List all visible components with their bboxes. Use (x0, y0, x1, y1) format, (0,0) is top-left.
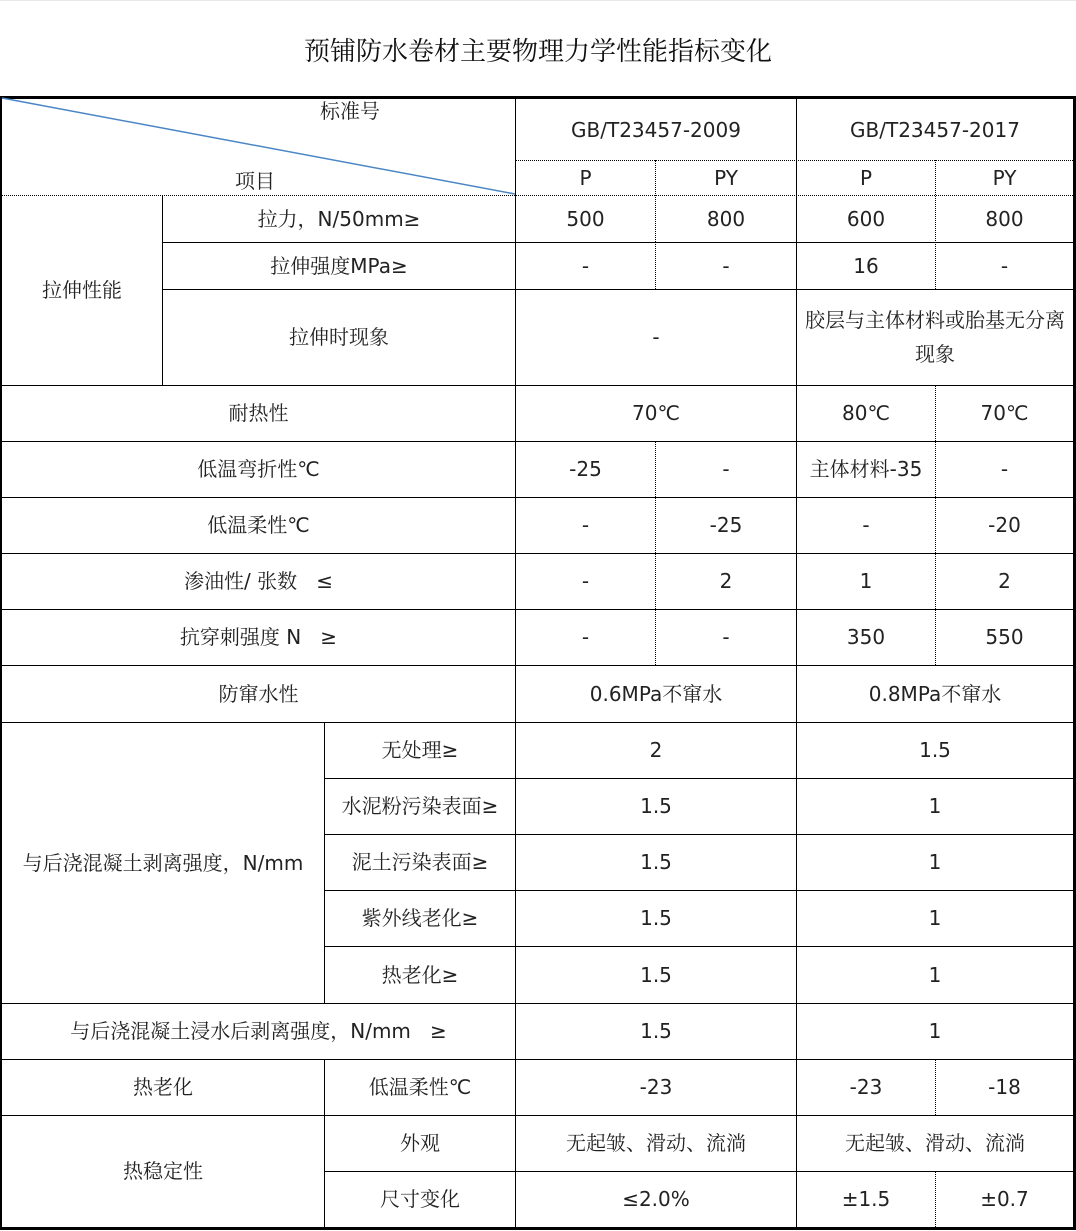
cell: 无起皱、滑动、流淌 (845, 1131, 1025, 1155)
standard-2017: GB/T23457-2017 (850, 117, 1020, 142)
tensile-phenomenon-label: 拉伸时现象 (289, 325, 389, 349)
type-py-2009: PY (714, 165, 738, 190)
cell: 600 (846, 206, 886, 231)
type-py-2017: PY (992, 165, 1017, 190)
cell: -25 (569, 457, 602, 481)
heat-resistance-label: 耐热性 (228, 401, 289, 425)
cell: -23 (639, 1075, 673, 1099)
standard-label: 标准号 (320, 99, 380, 123)
low-temp-bend-label: 低温弯折性℃ (197, 457, 320, 481)
peel-immersion-label: 与后浇混凝土浸水后剥离强度，N/mm ≥ (70, 1019, 447, 1043)
standard-2009: GB/T23457-2009 (571, 117, 741, 142)
cell: 1.5 (640, 962, 672, 987)
cell: - (862, 513, 870, 537)
cell: -18 (988, 1075, 1021, 1099)
table-title: 预铺防水卷材主要物理力学性能指标变化 (0, 0, 1076, 97)
cell: 800 (706, 206, 746, 231)
cell: 1 (928, 850, 942, 874)
cell: - (581, 569, 590, 593)
appearance-label: 外观 (400, 1131, 440, 1155)
cell: ±0.7 (980, 1187, 1029, 1211)
cell: 2 (719, 569, 733, 593)
cell: 胶层与主体材料或胎基无分离现象 (805, 308, 1065, 366)
cell: 1.5 (640, 1019, 672, 1043)
heat-aging-group: 热老化 (133, 1075, 193, 1099)
cell: 2 (998, 569, 1011, 593)
cell: - (722, 625, 730, 649)
cell: - (722, 253, 730, 278)
cell: 1 (859, 569, 873, 593)
cell: ≤2.0% (622, 1187, 690, 1211)
cell: 1 (928, 906, 942, 930)
cell: - (1000, 457, 1009, 481)
dimension-label: 尺寸变化 (380, 1187, 460, 1211)
puncture-label: 抗穿刺强度 N ≥ (179, 625, 338, 649)
cell: 1.5 (640, 794, 672, 818)
cell: 80℃ (842, 401, 890, 425)
cell: 350 (846, 625, 886, 649)
cell: - (652, 325, 660, 349)
cell: 0.6MPa不窜水 (589, 681, 723, 706)
cell: 主体材料-35 (809, 457, 923, 481)
type-p-2017: P (859, 165, 873, 190)
cell: 1.5 (640, 906, 672, 930)
water-tightness-label: 防窜水性 (218, 681, 299, 706)
peel-row-label: 水泥粉污染表面≥ (341, 794, 499, 818)
cell: 1.5 (640, 850, 672, 874)
cell: - (722, 457, 730, 481)
peel-group: 与后浇混凝土剥离强度，N/mm (22, 850, 304, 875)
cell: 550 (985, 625, 1024, 649)
cell: 70℃ (980, 401, 1029, 425)
cell: -23 (849, 1075, 883, 1099)
cell: -20 (988, 513, 1021, 537)
cell: 500 (566, 206, 605, 231)
tensile-strength-label: 拉伸强度MPa≥ (270, 253, 408, 278)
cell: 无起皱、滑动、流淌 (566, 1131, 746, 1155)
cell: 1.5 (919, 738, 951, 762)
cell: 2 (649, 738, 663, 762)
cell: 0.8MPa不窜水 (868, 681, 1002, 706)
heat-aging-label: 低温柔性℃ (368, 1075, 472, 1099)
low-temp-flex-label: 低温柔性℃ (207, 513, 310, 537)
cell: - (1000, 253, 1009, 278)
peel-row-label: 紫外线老化≥ (361, 906, 479, 930)
peel-row-label: 无处理≥ (381, 738, 459, 762)
cell: 16 (853, 253, 879, 278)
tensile-group: 拉伸性能 (42, 278, 122, 302)
cell: 800 (985, 206, 1024, 231)
cell: - (581, 625, 590, 649)
cell: ±1.5 (841, 1187, 891, 1211)
cell: 70℃ (632, 401, 680, 425)
cell: - (581, 253, 590, 278)
thermal-stability-group: 热稳定性 (123, 1159, 203, 1183)
cell: 1 (928, 962, 942, 987)
cell: - (581, 513, 590, 537)
oil-seepage-label: 渗油性/ 张数 ≤ (184, 569, 333, 593)
peel-row-label: 泥土污染表面≥ (351, 850, 489, 874)
tensile-force-label: 拉力，N/50mm≥ (257, 206, 421, 231)
type-p-2009: P (579, 165, 592, 190)
cell: -25 (709, 513, 743, 537)
cell: 1 (928, 794, 942, 818)
peel-row-label: 热老化≥ (381, 962, 459, 987)
cell: 1 (928, 1019, 942, 1043)
item-label: 项目 (235, 169, 275, 193)
